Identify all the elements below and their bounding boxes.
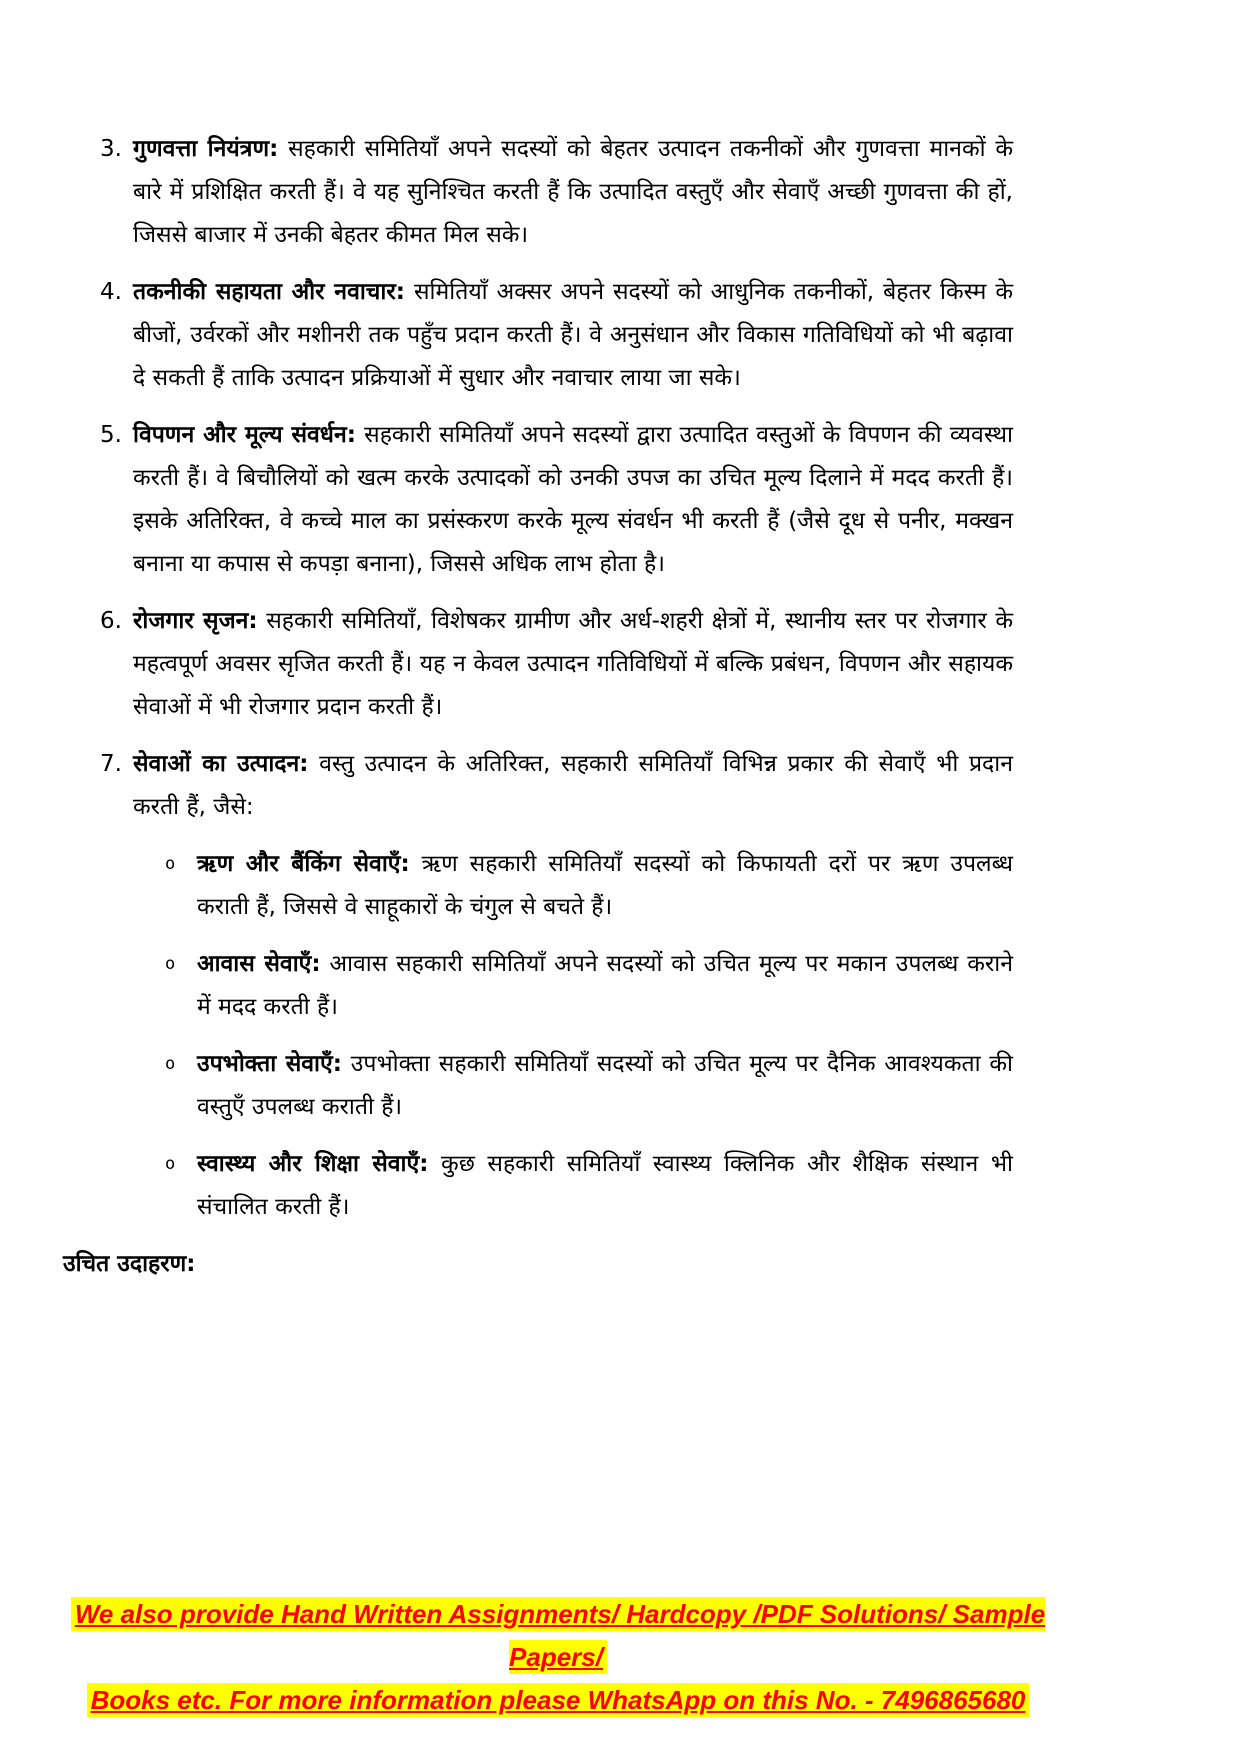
list-paragraph: [133, 128, 1013, 257]
sub-list-item-health-education: [133, 1143, 1013, 1229]
list-item-lead: सेवाओं का उत्पादन:: [133, 751, 309, 777]
sub-list-paragraph: [197, 1143, 1013, 1229]
list-number: 7.: [100, 751, 122, 777]
sub-list-item-credit-banking: [133, 843, 1013, 929]
list-text-column: [133, 600, 1013, 729]
sub-list-item-housing: [133, 943, 1013, 1029]
list-number: 4.: [100, 279, 122, 305]
sub-bullet-marker: o: [165, 954, 176, 974]
list-paragraph: [133, 743, 1013, 829]
sub-bullet-marker: o: [165, 1154, 176, 1174]
footer-highlight-text-1: We also provide Hand Written Assignments/ Hardcopy /PDF Solutions/ Sample Papers/: [71, 1597, 1045, 1674]
list-item-lead: तकनीकी सहायता और नवाचार:: [133, 279, 405, 305]
footer-line-1: [63, 1593, 1053, 1679]
list-item-lead: रोजगार सृजन:: [133, 608, 258, 634]
list-text-column: [133, 743, 1013, 1229]
section-heading: उचित उदाहरण:: [63, 1251, 196, 1277]
list-item-5: [63, 414, 1013, 586]
footer-banner: [63, 1593, 1053, 1722]
sub-list-item-body: आवास सहकारी समितियाँ अपने सदस्यों को उचित मूल्य पर मकान उपलब्ध कराने में मदद करती हैं।: [197, 951, 1013, 1020]
list-text-column: [133, 128, 1013, 257]
sub-list-item-body: उपभोक्ता सहकारी समितियाँ सदस्यों को उचित मूल्य पर दैनिक आवश्यकता की वस्तुएँ उपलब्ध कराती हैं।: [197, 1051, 1014, 1120]
sub-list-item-consumer: [133, 1043, 1013, 1129]
list-item-6: [63, 600, 1013, 729]
list-text-column: [133, 414, 1013, 586]
list-item-lead: विपणन और मूल्य संवर्धन:: [133, 422, 356, 448]
list-item-lead: गुणवत्ता नियंत्रण:: [133, 136, 279, 162]
sub-list-paragraph: [197, 1043, 1013, 1129]
sub-bullet-marker: o: [165, 1054, 176, 1074]
sub-list-item-lead: आवास सेवाएँ:: [197, 951, 321, 977]
document-content: [63, 128, 1013, 1286]
sub-list-item-body: कुछ सहकारी समितियाँ स्वास्थ्य क्लिनिक और शैक्षिक संस्थान भी संचालित करती हैं।: [197, 1151, 1013, 1220]
sub-list-item-lead: ऋण और बैंकिंग सेवाएँ:: [197, 851, 410, 877]
list-item-body: वस्तु उत्पादन के अतिरिक्त, सहकारी समितियाँ विभिन्न प्रकार की सेवाएँ भी प्रदान करती हैं, जैसे:: [133, 751, 1013, 820]
list-item-body: सहकारी समितियाँ अपने सदस्यों को बेहतर उत्पादन तकनीकों और गुणवत्ता मानकों के बारे में प्रशिक्षित करती हैं। वे यह सुनिश्चित करती हैं कि उत्पादित वस्तुएँ और सेवाएँ अच्छी गुणवत्ता की हों, जिससे बाजार में उनकी बेहतर कीमत मिल सके।: [133, 136, 1013, 248]
sub-list-paragraph: [197, 843, 1013, 929]
sub-list-item-lead: उपभोक्ता सेवाएँ:: [197, 1051, 342, 1077]
list-item-body: समितियाँ अक्सर अपने सदस्यों को आधुनिक तकनीकों, बेहतर किस्म के बीजों, उर्वरकों और मशीनरी तक पहुँच प्रदान करती हैं। वे अनुसंधान और विकास गतिविधियों को भी बढ़ावा दे सकती हैं ताकि उत्पादन प्रक्रियाओं में सुधार और नवाचार लाया जा सके।: [133, 279, 1013, 391]
footer-line-2: [63, 1679, 1053, 1722]
footer-highlight-text-2: Books etc. For more information please WhatsApp on this No. - 7496865680: [87, 1683, 1030, 1717]
list-item-body: सहकारी समितियाँ, विशेषकर ग्रामीण और अर्ध-शहरी क्षेत्रों में, स्थानीय स्तर पर रोजगार के महत्वपूर्ण अवसर सृजित करती हैं। यह न केवल उत्पादन गतिविधियों में बल्कि प्रबंधन, विपणन और सहायक सेवाओं में भी रोजगार प्रदान करती हैं।: [133, 608, 1014, 720]
list-item-3: [63, 128, 1013, 257]
list-number: 3.: [100, 136, 122, 162]
list-paragraph: [133, 600, 1013, 729]
sub-list-item-lead: स्वास्थ्य और शिक्षा सेवाएँ:: [197, 1151, 429, 1177]
list-item-7: [63, 743, 1013, 1229]
list-paragraph: [133, 271, 1013, 400]
list-item-body: सहकारी समितियाँ अपने सदस्यों द्वारा उत्पादित वस्तुओं के विपणन की व्यवस्था करती हैं। वे बिचौलियों को खत्म करके उत्पादकों को उनकी उपज का उचित मूल्य दिलाने में मदद करती हैं। इसके अतिरिक्त, वे कच्चे माल का प्रसंस्करण करके मूल्य संवर्धन भी करती हैं (जैसे दूध से पनीर, मक्खन बनाना या कपास से कपड़ा बनाना), जिससे अधिक लाभ होता है।: [133, 422, 1013, 577]
list-text-column: [133, 271, 1013, 400]
list-paragraph: [133, 414, 1013, 586]
list-number: 6.: [100, 608, 122, 634]
sub-list-item-body: ऋण सहकारी समितियाँ सदस्यों को किफायती दरों पर ऋण उपलब्ध कराती हैं, जिससे वे साहूकारों के चंगुल से बचते हैं।: [197, 851, 1014, 920]
sub-bullet-marker: o: [165, 854, 176, 874]
list-item-4: [63, 271, 1013, 400]
list-number: 5.: [100, 422, 122, 448]
sub-list-paragraph: [197, 943, 1013, 1029]
